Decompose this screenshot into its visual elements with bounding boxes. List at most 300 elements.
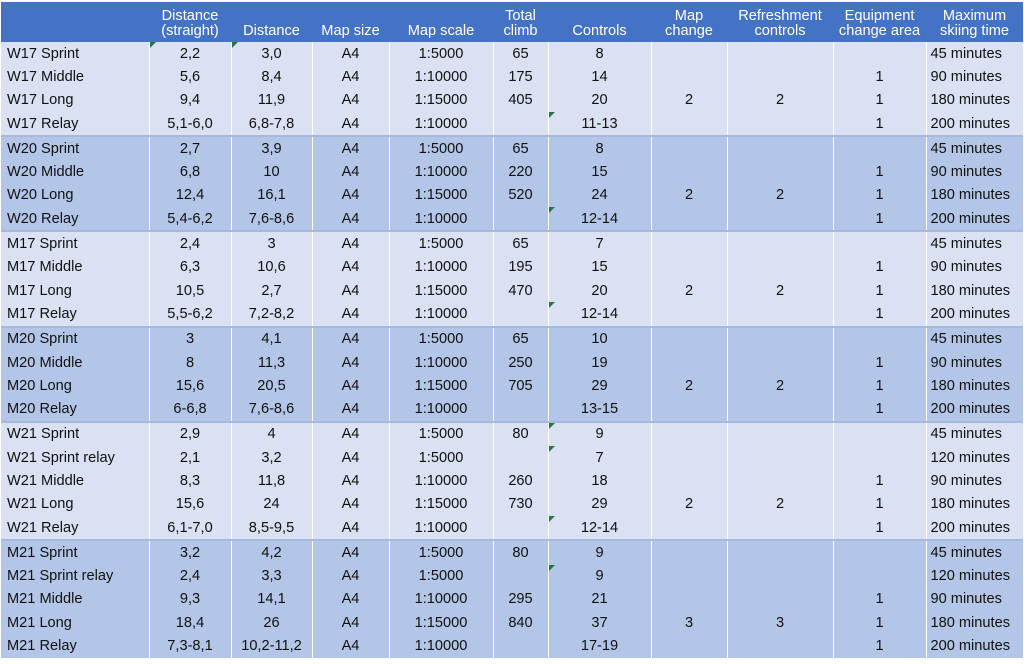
controls-cell[interactable]: 7 — [548, 231, 651, 255]
refreshment-controls-cell[interactable]: 3 — [727, 611, 833, 634]
map-change-cell[interactable] — [651, 160, 727, 183]
distance-straight-cell[interactable]: 18,4 — [149, 611, 231, 634]
refreshment-controls-cell[interactable] — [727, 207, 833, 231]
equipment-change-cell[interactable] — [833, 565, 926, 588]
map-change-cell[interactable] — [651, 42, 727, 65]
distance-cell[interactable]: 4,2 — [231, 540, 312, 564]
course-spec-table — [1, 2, 1023, 658]
class-cell[interactable]: M20 Relay — [1, 397, 149, 421]
total-climb-cell[interactable]: 80 — [493, 540, 548, 564]
map-change-cell[interactable]: 2 — [651, 493, 727, 516]
class-cell[interactable]: M21 Long — [1, 611, 149, 634]
total-climb-cell[interactable]: 220 — [493, 160, 548, 183]
total-climb-cell[interactable] — [493, 446, 548, 469]
map-change-cell[interactable] — [651, 565, 727, 588]
equipment-change-cell[interactable]: 1 — [833, 516, 926, 540]
distance-straight-cell[interactable]: 6-6,8 — [149, 397, 231, 421]
max-skiing-time-cell[interactable]: 200 minutes — [926, 207, 1023, 231]
equipment-change-cell[interactable]: 1 — [833, 256, 926, 279]
map-scale-cell[interactable]: 1:15000 — [389, 279, 493, 302]
header-total-climb[interactable]: Total climb — [493, 2, 548, 42]
max-skiing-time-cell[interactable]: 180 minutes — [926, 493, 1023, 516]
map-scale-cell[interactable]: 1:5000 — [389, 565, 493, 588]
distance-cell[interactable]: 11,9 — [231, 89, 312, 112]
class-cell[interactable]: W21 Middle — [1, 469, 149, 492]
map-change-cell[interactable] — [651, 516, 727, 540]
distance-straight-cell[interactable]: 2,4 — [149, 231, 231, 255]
refreshment-controls-cell[interactable]: 2 — [727, 184, 833, 207]
controls-cell[interactable]: 12-14 — [548, 207, 651, 231]
max-skiing-time-cell[interactable]: 45 minutes — [926, 540, 1023, 564]
controls-cell[interactable]: 18 — [548, 469, 651, 492]
map-size-cell[interactable]: A4 — [312, 42, 389, 65]
refreshment-controls-cell[interactable] — [727, 65, 833, 88]
total-climb-cell[interactable]: 840 — [493, 611, 548, 634]
header-equipment-change-area[interactable]: Equipment change area — [833, 2, 926, 42]
refreshment-controls-cell[interactable] — [727, 634, 833, 657]
class-cell[interactable]: M17 Relay — [1, 302, 149, 326]
equipment-change-cell[interactable]: 1 — [833, 588, 926, 611]
controls-cell[interactable]: 29 — [548, 493, 651, 516]
header-controls[interactable]: Controls — [548, 2, 651, 42]
total-climb-cell[interactable]: 175 — [493, 65, 548, 88]
map-scale-cell[interactable]: 1:5000 — [389, 136, 493, 160]
max-skiing-time-cell[interactable]: 180 minutes — [926, 89, 1023, 112]
map-size-cell[interactable]: A4 — [312, 327, 389, 351]
map-change-cell[interactable] — [651, 112, 727, 136]
distance-straight-cell[interactable]: 5,1-6,0 — [149, 112, 231, 136]
distance-straight-cell[interactable]: 3 — [149, 327, 231, 351]
controls-cell[interactable]: 11-13 — [548, 112, 651, 136]
header-distance-straight[interactable]: Distance (straight) — [149, 2, 231, 42]
distance-cell[interactable]: 3,9 — [231, 136, 312, 160]
max-skiing-time-cell[interactable]: 200 minutes — [926, 112, 1023, 136]
max-skiing-time-cell[interactable]: 90 minutes — [926, 469, 1023, 492]
map-scale-cell[interactable]: 1:10000 — [389, 634, 493, 657]
map-size-cell[interactable]: A4 — [312, 446, 389, 469]
max-skiing-time-cell[interactable]: 90 minutes — [926, 256, 1023, 279]
max-skiing-time-cell[interactable]: 45 minutes — [926, 136, 1023, 160]
header-distance[interactable]: Distance — [231, 2, 312, 42]
map-change-cell[interactable] — [651, 136, 727, 160]
distance-cell[interactable]: 6,8-7,8 — [231, 112, 312, 136]
distance-straight-cell[interactable]: 15,6 — [149, 493, 231, 516]
map-scale-cell[interactable]: 1:5000 — [389, 446, 493, 469]
max-skiing-time-cell[interactable]: 90 minutes — [926, 588, 1023, 611]
total-climb-cell[interactable]: 195 — [493, 256, 548, 279]
equipment-change-cell[interactable] — [833, 540, 926, 564]
total-climb-cell[interactable] — [493, 516, 548, 540]
class-cell[interactable]: W21 Sprint relay — [1, 446, 149, 469]
class-cell[interactable]: W17 Sprint — [1, 42, 149, 65]
map-change-cell[interactable] — [651, 634, 727, 657]
refreshment-controls-cell[interactable] — [727, 397, 833, 421]
controls-cell[interactable]: 37 — [548, 611, 651, 634]
class-cell[interactable]: W21 Long — [1, 493, 149, 516]
refreshment-controls-cell[interactable] — [727, 351, 833, 374]
map-scale-cell[interactable]: 1:10000 — [389, 207, 493, 231]
distance-cell[interactable]: 26 — [231, 611, 312, 634]
total-climb-cell[interactable]: 405 — [493, 89, 548, 112]
max-skiing-time-cell[interactable]: 200 minutes — [926, 516, 1023, 540]
distance-cell[interactable]: 3,0 — [231, 42, 312, 65]
map-size-cell[interactable]: A4 — [312, 469, 389, 492]
map-size-cell[interactable]: A4 — [312, 136, 389, 160]
equipment-change-cell[interactable] — [833, 446, 926, 469]
max-skiing-time-cell[interactable]: 45 minutes — [926, 422, 1023, 446]
map-change-cell[interactable]: 3 — [651, 611, 727, 634]
controls-cell[interactable]: 21 — [548, 588, 651, 611]
distance-cell[interactable]: 7,2-8,2 — [231, 302, 312, 326]
class-cell[interactable]: M20 Long — [1, 374, 149, 397]
class-cell[interactable]: M20 Sprint — [1, 327, 149, 351]
map-size-cell[interactable]: A4 — [312, 65, 389, 88]
distance-cell[interactable]: 10 — [231, 160, 312, 183]
map-size-cell[interactable]: A4 — [312, 302, 389, 326]
map-scale-cell[interactable]: 1:10000 — [389, 469, 493, 492]
map-change-cell[interactable] — [651, 446, 727, 469]
map-change-cell[interactable] — [651, 65, 727, 88]
map-scale-cell[interactable]: 1:5000 — [389, 327, 493, 351]
controls-cell[interactable]: 17-19 — [548, 634, 651, 657]
equipment-change-cell[interactable]: 1 — [833, 611, 926, 634]
map-change-cell[interactable] — [651, 351, 727, 374]
max-skiing-time-cell[interactable]: 200 minutes — [926, 634, 1023, 657]
table-row — [1, 327, 1023, 351]
total-climb-cell[interactable] — [493, 112, 548, 136]
refreshment-controls-cell[interactable]: 2 — [727, 89, 833, 112]
class-cell[interactable]: W20 Long — [1, 184, 149, 207]
refreshment-controls-cell[interactable] — [727, 422, 833, 446]
header-map-size[interactable]: Map size — [312, 2, 389, 42]
distance-straight-cell[interactable]: 5,4-6,2 — [149, 207, 231, 231]
map-change-cell[interactable] — [651, 256, 727, 279]
distance-cell[interactable]: 16,1 — [231, 184, 312, 207]
distance-straight-cell[interactable]: 6,1-7,0 — [149, 516, 231, 540]
distance-cell[interactable]: 8,4 — [231, 65, 312, 88]
total-climb-cell[interactable]: 65 — [493, 42, 548, 65]
total-climb-cell[interactable]: 520 — [493, 184, 548, 207]
map-scale-cell[interactable]: 1:10000 — [389, 160, 493, 183]
total-climb-cell[interactable] — [493, 302, 548, 326]
refreshment-controls-cell[interactable] — [727, 446, 833, 469]
equipment-change-cell[interactable]: 1 — [833, 207, 926, 231]
header-refreshment-controls[interactable]: Refreshment controls — [727, 2, 833, 42]
map-size-cell[interactable]: A4 — [312, 540, 389, 564]
equipment-change-cell[interactable] — [833, 422, 926, 446]
distance-cell[interactable]: 20,5 — [231, 374, 312, 397]
total-climb-cell[interactable]: 80 — [493, 422, 548, 446]
total-climb-cell[interactable]: 705 — [493, 374, 548, 397]
distance-cell[interactable]: 3,2 — [231, 446, 312, 469]
map-size-cell[interactable]: A4 — [312, 160, 389, 183]
refreshment-controls-cell[interactable] — [727, 327, 833, 351]
class-cell[interactable]: W17 Long — [1, 89, 149, 112]
class-cell[interactable]: W20 Middle — [1, 160, 149, 183]
controls-cell[interactable]: 10 — [548, 327, 651, 351]
map-scale-cell[interactable]: 1:15000 — [389, 611, 493, 634]
total-climb-cell[interactable]: 65 — [493, 231, 548, 255]
refreshment-controls-cell[interactable] — [727, 231, 833, 255]
map-change-cell[interactable] — [651, 231, 727, 255]
class-cell[interactable]: M21 Middle — [1, 588, 149, 611]
map-change-cell[interactable] — [651, 540, 727, 564]
controls-cell[interactable]: 12-14 — [548, 516, 651, 540]
class-cell[interactable]: W17 Middle — [1, 65, 149, 88]
total-climb-cell[interactable] — [493, 207, 548, 231]
refreshment-controls-cell[interactable] — [727, 136, 833, 160]
class-cell[interactable]: W21 Sprint — [1, 422, 149, 446]
refreshment-controls-cell[interactable] — [727, 540, 833, 564]
max-skiing-time-cell[interactable]: 90 minutes — [926, 65, 1023, 88]
total-climb-cell[interactable]: 250 — [493, 351, 548, 374]
map-size-cell[interactable]: A4 — [312, 89, 389, 112]
map-size-cell[interactable]: A4 — [312, 374, 389, 397]
refreshment-controls-cell[interactable] — [727, 469, 833, 492]
map-scale-cell[interactable]: 1:10000 — [389, 65, 493, 88]
map-scale-cell[interactable]: 1:10000 — [389, 516, 493, 540]
controls-cell[interactable]: 24 — [548, 184, 651, 207]
map-size-cell[interactable]: A4 — [312, 112, 389, 136]
map-size-cell[interactable]: A4 — [312, 184, 389, 207]
distance-cell[interactable]: 10,2-11,2 — [231, 634, 312, 657]
refreshment-controls-cell[interactable]: 2 — [727, 279, 833, 302]
distance-cell[interactable]: 10,6 — [231, 256, 312, 279]
map-change-cell[interactable] — [651, 397, 727, 421]
equipment-change-cell[interactable]: 1 — [833, 351, 926, 374]
equipment-change-cell[interactable]: 1 — [833, 89, 926, 112]
controls-cell[interactable]: 19 — [548, 351, 651, 374]
class-cell[interactable]: M21 Relay — [1, 634, 149, 657]
max-skiing-time-cell[interactable]: 120 minutes — [926, 446, 1023, 469]
refreshment-controls-cell[interactable] — [727, 256, 833, 279]
distance-straight-cell[interactable]: 8 — [149, 351, 231, 374]
max-skiing-time-cell[interactable]: 200 minutes — [926, 302, 1023, 326]
map-scale-cell[interactable]: 1:15000 — [389, 493, 493, 516]
equipment-change-cell[interactable] — [833, 42, 926, 65]
map-change-cell[interactable] — [651, 327, 727, 351]
max-skiing-time-cell[interactable]: 45 minutes — [926, 231, 1023, 255]
header-map-change[interactable]: Map change — [651, 2, 727, 42]
total-climb-cell[interactable]: 65 — [493, 136, 548, 160]
refreshment-controls-cell[interactable] — [727, 302, 833, 326]
refreshment-controls-cell[interactable] — [727, 588, 833, 611]
total-climb-cell[interactable] — [493, 397, 548, 421]
max-skiing-time-cell[interactable]: 180 minutes — [926, 184, 1023, 207]
header-maximum-skiing-time[interactable]: Maximum skiing time — [926, 2, 1023, 42]
total-climb-cell[interactable]: 470 — [493, 279, 548, 302]
equipment-change-cell[interactable]: 1 — [833, 184, 926, 207]
distance-cell[interactable]: 4 — [231, 422, 312, 446]
distance-cell[interactable]: 7,6-8,6 — [231, 397, 312, 421]
map-scale-cell[interactable]: 1:10000 — [389, 112, 493, 136]
distance-cell[interactable]: 4,1 — [231, 327, 312, 351]
total-climb-cell[interactable] — [493, 565, 548, 588]
class-cell[interactable]: M21 Sprint relay — [1, 565, 149, 588]
max-skiing-time-cell[interactable]: 180 minutes — [926, 611, 1023, 634]
controls-cell[interactable]: 29 — [548, 374, 651, 397]
controls-cell[interactable]: 9 — [548, 422, 651, 446]
class-cell[interactable]: M21 Sprint — [1, 540, 149, 564]
controls-cell[interactable]: 15 — [548, 160, 651, 183]
class-cell[interactable]: W21 Relay — [1, 516, 149, 540]
map-size-cell[interactable]: A4 — [312, 351, 389, 374]
total-climb-cell[interactable]: 730 — [493, 493, 548, 516]
total-climb-cell[interactable] — [493, 634, 548, 657]
class-cell[interactable]: W17 Relay — [1, 112, 149, 136]
controls-cell[interactable]: 20 — [548, 89, 651, 112]
map-size-cell[interactable]: A4 — [312, 611, 389, 634]
distance-straight-cell[interactable]: 3,2 — [149, 540, 231, 564]
refreshment-controls-cell[interactable]: 2 — [727, 493, 833, 516]
map-size-cell[interactable]: A4 — [312, 279, 389, 302]
map-change-cell[interactable]: 2 — [651, 89, 727, 112]
header-map-scale[interactable]: Map scale — [389, 2, 493, 42]
refreshment-controls-cell[interactable] — [727, 516, 833, 540]
distance-straight-cell[interactable]: 9,3 — [149, 588, 231, 611]
map-change-cell[interactable]: 2 — [651, 374, 727, 397]
controls-cell[interactable]: 13-15 — [548, 397, 651, 421]
controls-cell[interactable]: 12-14 — [548, 302, 651, 326]
refreshment-controls-cell[interactable]: 2 — [727, 374, 833, 397]
distance-straight-cell[interactable]: 6,8 — [149, 160, 231, 183]
map-size-cell[interactable]: A4 — [312, 397, 389, 421]
distance-straight-cell[interactable]: 2,2 — [149, 42, 231, 65]
distance-straight-cell[interactable]: 10,5 — [149, 279, 231, 302]
map-size-cell[interactable]: A4 — [312, 207, 389, 231]
distance-cell[interactable]: 11,8 — [231, 469, 312, 492]
distance-straight-cell[interactable]: 9,4 — [149, 89, 231, 112]
equipment-change-cell[interactable]: 1 — [833, 65, 926, 88]
total-climb-cell[interactable]: 295 — [493, 588, 548, 611]
map-scale-cell[interactable]: 1:15000 — [389, 374, 493, 397]
distance-straight-cell[interactable]: 12,4 — [149, 184, 231, 207]
max-skiing-time-cell[interactable]: 90 minutes — [926, 351, 1023, 374]
controls-cell[interactable]: 15 — [548, 256, 651, 279]
equipment-change-cell[interactable]: 1 — [833, 112, 926, 136]
map-scale-cell[interactable]: 1:15000 — [389, 184, 493, 207]
map-size-cell[interactable]: A4 — [312, 565, 389, 588]
max-skiing-time-cell[interactable]: 90 minutes — [926, 160, 1023, 183]
controls-cell[interactable]: 8 — [548, 136, 651, 160]
equipment-change-cell[interactable]: 1 — [833, 469, 926, 492]
equipment-change-cell[interactable]: 1 — [833, 374, 926, 397]
map-size-cell[interactable]: A4 — [312, 256, 389, 279]
distance-straight-cell[interactable]: 5,5-6,2 — [149, 302, 231, 326]
controls-cell[interactable]: 8 — [548, 42, 651, 65]
map-scale-cell[interactable]: 1:5000 — [389, 540, 493, 564]
refreshment-controls-cell[interactable] — [727, 565, 833, 588]
controls-cell[interactable]: 14 — [548, 65, 651, 88]
distance-cell[interactable]: 11,3 — [231, 351, 312, 374]
map-scale-cell[interactable]: 1:10000 — [389, 351, 493, 374]
map-scale-cell[interactable]: 1:5000 — [389, 42, 493, 65]
equipment-change-cell[interactable]: 1 — [833, 160, 926, 183]
map-size-cell[interactable]: A4 — [312, 516, 389, 540]
max-skiing-time-cell[interactable]: 120 minutes — [926, 565, 1023, 588]
distance-cell[interactable]: 3 — [231, 231, 312, 255]
controls-cell[interactable]: 20 — [548, 279, 651, 302]
distance-cell[interactable]: 24 — [231, 493, 312, 516]
distance-straight-cell[interactable]: 2,4 — [149, 565, 231, 588]
class-cell[interactable]: M20 Middle — [1, 351, 149, 374]
map-scale-cell[interactable]: 1:10000 — [389, 256, 493, 279]
refreshment-controls-cell[interactable] — [727, 42, 833, 65]
equipment-change-cell[interactable] — [833, 231, 926, 255]
table-row — [1, 469, 1023, 492]
controls-cell[interactable]: 9 — [548, 565, 651, 588]
equipment-change-cell[interactable]: 1 — [833, 493, 926, 516]
max-skiing-time-cell[interactable]: 45 minutes — [926, 327, 1023, 351]
distance-cell[interactable]: 7,6-8,6 — [231, 207, 312, 231]
distance-straight-cell[interactable]: 2,7 — [149, 136, 231, 160]
map-change-cell[interactable] — [651, 469, 727, 492]
map-change-cell[interactable] — [651, 422, 727, 446]
max-skiing-time-cell[interactable]: 180 minutes — [926, 374, 1023, 397]
equipment-change-cell[interactable] — [833, 136, 926, 160]
equipment-change-cell[interactable]: 1 — [833, 397, 926, 421]
distance-straight-cell[interactable]: 2,9 — [149, 422, 231, 446]
refreshment-controls-cell[interactable] — [727, 160, 833, 183]
distance-straight-cell[interactable]: 15,6 — [149, 374, 231, 397]
max-skiing-time-cell[interactable]: 180 minutes — [926, 279, 1023, 302]
map-size-cell[interactable]: A4 — [312, 231, 389, 255]
map-size-cell[interactable]: A4 — [312, 588, 389, 611]
distance-cell[interactable]: 14,1 — [231, 588, 312, 611]
distance-straight-cell[interactable]: 8,3 — [149, 469, 231, 492]
class-cell[interactable]: W20 Sprint — [1, 136, 149, 160]
refreshment-controls-cell[interactable] — [727, 112, 833, 136]
map-size-cell[interactable]: A4 — [312, 422, 389, 446]
map-scale-cell[interactable]: 1:15000 — [389, 89, 493, 112]
map-change-cell[interactable] — [651, 302, 727, 326]
class-cell[interactable]: M17 Sprint — [1, 231, 149, 255]
total-climb-cell[interactable]: 260 — [493, 469, 548, 492]
map-scale-cell[interactable]: 1:10000 — [389, 302, 493, 326]
map-scale-cell[interactable]: 1:5000 — [389, 231, 493, 255]
map-size-cell[interactable]: A4 — [312, 634, 389, 657]
map-change-cell[interactable]: 2 — [651, 184, 727, 207]
equipment-change-cell[interactable] — [833, 327, 926, 351]
class-cell[interactable]: M17 Long — [1, 279, 149, 302]
distance-straight-cell[interactable]: 5,6 — [149, 65, 231, 88]
distance-cell[interactable]: 2,7 — [231, 279, 312, 302]
max-skiing-time-cell[interactable]: 200 minutes — [926, 397, 1023, 421]
equipment-change-cell[interactable]: 1 — [833, 302, 926, 326]
distance-straight-cell[interactable]: 6,3 — [149, 256, 231, 279]
map-scale-cell[interactable]: 1:10000 — [389, 397, 493, 421]
map-change-cell[interactable] — [651, 207, 727, 231]
total-climb-cell[interactable]: 65 — [493, 327, 548, 351]
distance-straight-cell[interactable]: 7,3-8,1 — [149, 634, 231, 657]
controls-cell[interactable]: 9 — [548, 540, 651, 564]
equipment-change-cell[interactable]: 1 — [833, 279, 926, 302]
max-skiing-time-cell[interactable]: 45 minutes — [926, 42, 1023, 65]
distance-straight-cell[interactable]: 2,1 — [149, 446, 231, 469]
equipment-change-cell[interactable]: 1 — [833, 634, 926, 657]
class-cell[interactable]: W20 Relay — [1, 207, 149, 231]
map-size-cell[interactable]: A4 — [312, 493, 389, 516]
map-scale-cell[interactable]: 1:5000 — [389, 422, 493, 446]
distance-cell[interactable]: 8,5-9,5 — [231, 516, 312, 540]
header-class[interactable] — [1, 2, 149, 42]
map-change-cell[interactable]: 2 — [651, 279, 727, 302]
controls-cell[interactable]: 7 — [548, 446, 651, 469]
map-scale-cell[interactable]: 1:10000 — [389, 588, 493, 611]
distance-cell[interactable]: 3,3 — [231, 565, 312, 588]
map-change-cell[interactable] — [651, 588, 727, 611]
class-cell[interactable]: M17 Middle — [1, 256, 149, 279]
